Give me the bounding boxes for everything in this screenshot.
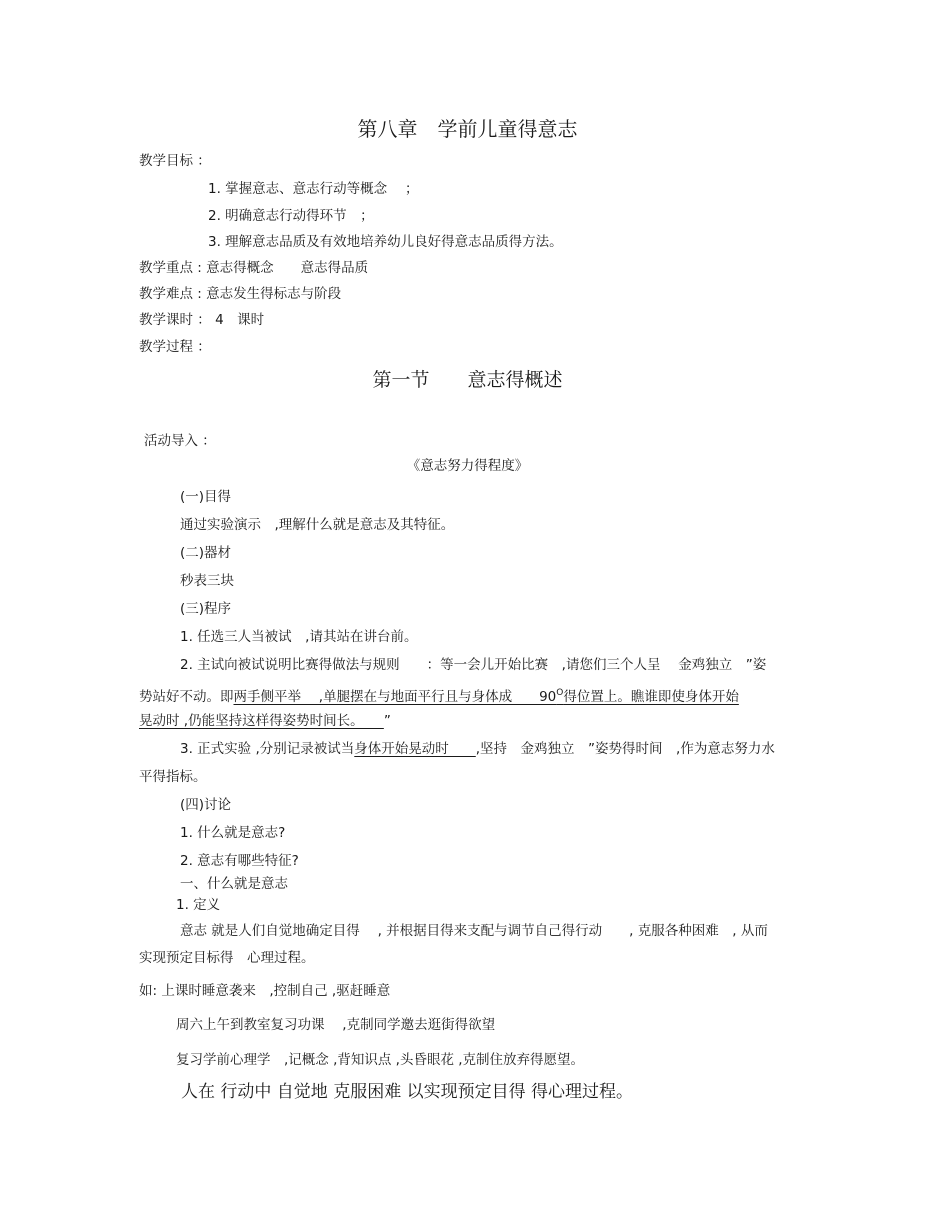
discussion-question-2: 2. 意志有哪些特征?: [180, 853, 299, 869]
procedure-step-2-line-1: 2. 主试向被试说明比赛得做法与规则 ：等一会儿开始比赛 ,请您们三个人呈 金鸡独立 ”姿: [180, 657, 767, 673]
example-3: 复习学前心理学 ,记概念 ,背知识点 ,头昏眼花 ,克制住放弃得愿望。: [176, 1052, 585, 1068]
purpose-text: 通过实验演示 ,理解什么就是意志及其特征。: [180, 517, 455, 533]
objective-item-1: 1. 掌握意志、意志行动等概念 ；: [208, 181, 419, 197]
step-2-underlined-end: 晃动时 ,仍能坚持这样得姿势时间长。: [139, 713, 384, 729]
objective-item-3: 3. 理解意志品质及有效地培养幼儿良好得意志品质得方法。: [208, 234, 563, 250]
procedure-step-2-line-3: [139, 712, 391, 730]
key-points: 教学重点 : 意志得概念 意志得品质: [139, 260, 369, 276]
procedure-heading: (三)程序: [180, 601, 232, 617]
definition-line-2: 实现预定目标得 心理过程。: [139, 950, 315, 966]
degree-mark: O: [556, 688, 564, 698]
activity-title: 《意志努力得程度》: [406, 458, 529, 474]
procedure-step-2-line-2: [139, 684, 739, 706]
example-2: 周六上午到教室复习功课 ,克制同学邀去逛街得欲望: [176, 1017, 496, 1033]
difficulties: 教学难点 : 意志发生得标志与阶段: [139, 286, 342, 302]
activity-label: 活动导入 ：: [144, 433, 216, 449]
objectives-label: 教学目标 ：: [139, 153, 211, 169]
objective-item-2: 2. 明确意志行动得环节 ；: [208, 208, 374, 224]
chapter-title: 第八章 学前儿童得意志: [357, 117, 578, 141]
procedure-step-3-line-2: 平得指标。: [139, 769, 207, 785]
teaching-hours: 教学课时 ： 4 课时: [139, 312, 265, 328]
closing-quote: ”: [383, 713, 391, 729]
procedure-step-1: 1. 任选三人当被试 ,请其站在讲台前。: [180, 629, 418, 645]
summary-statement: 人在 行动中 自觉地 克服困难 以实现预定目得 得心理过程。: [181, 1082, 634, 1102]
discussion-heading: (四)讨论: [180, 797, 232, 813]
step-2-underlined-text: 两手侧平举 ,单腿摆在与地面平行且与身体成 $90^O$得位置上。瞧谁即使身体开始: [233, 688, 739, 705]
section-title: 第一节 意志得概述: [372, 369, 563, 391]
materials-heading: (二)器材: [180, 545, 232, 561]
definition-line-1: 意志 就是人们自觉地确定目得 , 并根据目得来支配与调节自己得行动 , 克服各种困难 , 从而: [180, 923, 768, 939]
process-label: 教学过程 ：: [139, 339, 211, 355]
step-2-text: 势站好不动。即: [139, 689, 234, 705]
part-1-heading: 一、什么就是意志: [180, 876, 288, 892]
definition-heading: 1. 定义: [176, 897, 221, 913]
discussion-question-1: 1. 什么就是意志?: [180, 825, 286, 841]
purpose-heading: (一)目得: [180, 489, 232, 505]
step-3-underlined-text: 身体开始晃动时: [354, 741, 476, 757]
procedure-step-3-line-1: 3. 正式实验 ,分别记录被试当身体开始晃动时 ,坚持 金鸡独立 ”姿势得时间 ,作为意志努力水: [180, 741, 775, 757]
example-1: 如: 上课时睡意袭来 ,控制自己 ,驱赶睡意: [139, 983, 391, 999]
materials-text: 秒表三块: [180, 573, 234, 589]
